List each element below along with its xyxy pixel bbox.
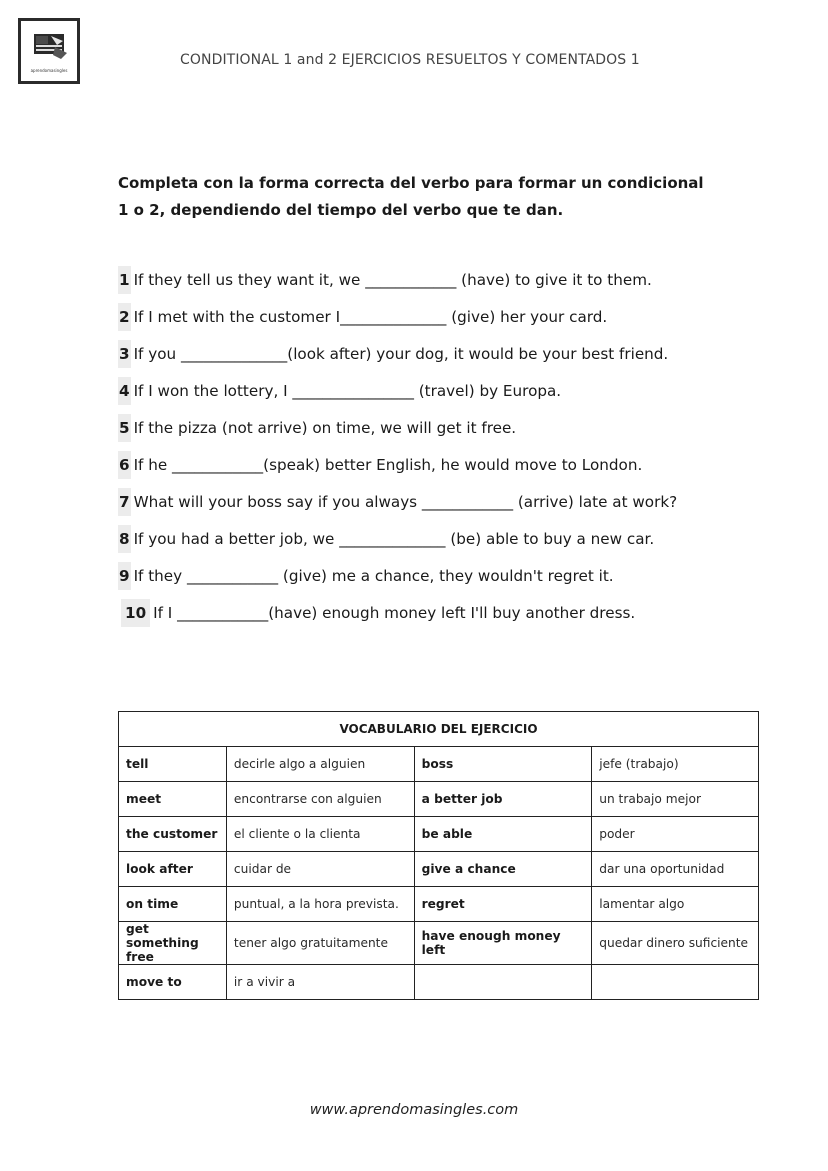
footer-website-link[interactable]: www.aprendomasingles.com: [309, 1102, 519, 1118]
exercise-number: 3: [118, 340, 131, 368]
english-term: tell: [119, 747, 227, 782]
exercise-item: [118, 303, 758, 340]
vocabulary-title: VOCABULARIO DEL EJERCICIO: [119, 712, 759, 747]
exercise-item: [118, 266, 758, 303]
exercise-text: If the pizza (not arrive) on time, we will get it free.: [133, 419, 517, 437]
english-term: look after: [119, 852, 227, 887]
table-row: [119, 965, 759, 1000]
english-term: give a chance: [414, 852, 592, 887]
spanish-translation: encontrarse con alguien: [226, 782, 414, 817]
spanish-translation: puntual, a la hora prevista.: [226, 887, 414, 922]
exercise-item: [118, 488, 758, 525]
exercise-item: [118, 414, 758, 451]
table-row: [119, 782, 759, 817]
exercise-number: 6: [118, 451, 131, 479]
exercise-number: 2: [118, 303, 131, 331]
exercise-text: If he ____________(speak) better English, he would move to London.: [133, 456, 643, 474]
table-row: [119, 817, 759, 852]
table-row: [119, 747, 759, 782]
vocabulary-table: [118, 711, 759, 1000]
exercise-text: If I won the lottery, I ________________ (travel) by Europa.: [133, 382, 562, 400]
instructions-line-2: 1 o 2, dependiendo del tiempo del verbo que te dan.: [118, 201, 564, 219]
exercise-number: 7: [118, 488, 131, 516]
spanish-translation: lamentar algo: [592, 887, 759, 922]
exercise-list: [118, 266, 758, 636]
spanish-translation: ir a vivir a: [226, 965, 414, 1000]
logo-text: aprendomasingles: [30, 68, 68, 73]
instructions: [118, 170, 738, 224]
english-term: have enough money left: [414, 922, 592, 965]
instructions-line-1: Completa con la forma correcta del verbo para formar un condicional: [118, 174, 704, 192]
spanish-translation: tener algo gratuitamente: [226, 922, 414, 965]
exercise-text: If they ____________ (give) me a chance, they wouldn't regret it.: [133, 567, 614, 585]
exercise-item: [118, 599, 758, 636]
english-term: on time: [119, 887, 227, 922]
spanish-translation: poder: [592, 817, 759, 852]
exercise-text: If I met with the customer I______________ (give) her your card.: [133, 308, 608, 326]
exercise-number: 5: [118, 414, 131, 442]
exercise-text: If you had a better job, we ______________ (be) able to buy a new car.: [133, 530, 655, 548]
spanish-translation: decirle algo a alguien: [226, 747, 414, 782]
logo-graphic: [31, 31, 69, 61]
exercise-number: 4: [118, 377, 131, 405]
english-term: boss: [414, 747, 592, 782]
exercise-item: [118, 451, 758, 488]
spanish-translation: jefe (trabajo): [592, 747, 759, 782]
english-term: meet: [119, 782, 227, 817]
exercise-number: 8: [118, 525, 131, 553]
exercise-item: [118, 562, 758, 599]
spanish-translation: un trabajo mejor: [592, 782, 759, 817]
spanish-translation: dar una oportunidad: [592, 852, 759, 887]
english-term: a better job: [414, 782, 592, 817]
exercise-item: [118, 525, 758, 562]
empty-cell: [414, 965, 592, 1000]
exercise-text: What will your boss say if you always ____________ (arrive) late at work?: [133, 493, 678, 511]
english-term: move to: [119, 965, 227, 1000]
table-row: [119, 852, 759, 887]
table-row: [119, 887, 759, 922]
exercise-item: [118, 377, 758, 414]
english-term: be able: [414, 817, 592, 852]
empty-cell: [592, 965, 759, 1000]
document-header-title: CONDITIONAL 1 and 2 EJERCICIOS RESUELTOS Y COMENTADOS 1: [180, 52, 640, 68]
exercise-item: [118, 340, 758, 377]
exercise-text: If I ____________(have) enough money left I'll buy another dress.: [153, 604, 636, 622]
english-term: get something free: [119, 922, 227, 965]
exercise-number: 1: [118, 266, 131, 294]
spanish-translation: el cliente o la clienta: [226, 817, 414, 852]
exercise-text: If you ______________(look after) your dog, it would be your best friend.: [133, 345, 669, 363]
exercise-number: 9: [118, 562, 131, 590]
spanish-translation: cuidar de: [226, 852, 414, 887]
english-term: the customer: [119, 817, 227, 852]
vocabulary-header-row: [119, 712, 759, 747]
english-term: regret: [414, 887, 592, 922]
table-row: [119, 922, 759, 965]
site-logo: [18, 18, 80, 84]
exercise-text: If they tell us they want it, we ____________ (have) to give it to them.: [133, 271, 652, 289]
exercise-number: 10: [121, 599, 150, 627]
spanish-translation: quedar dinero suficiente: [592, 922, 759, 965]
